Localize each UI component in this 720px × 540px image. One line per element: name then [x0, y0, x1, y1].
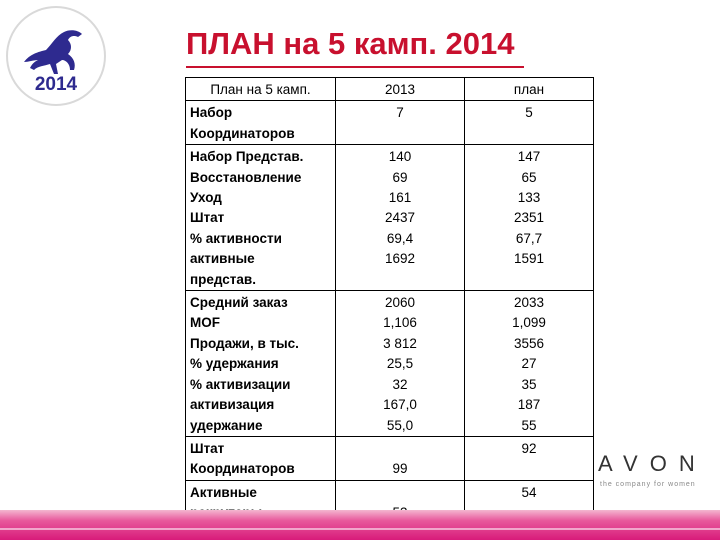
value-2013: 55,0: [386, 417, 414, 433]
logo-year: 2014: [34, 74, 78, 95]
row-label: Набор: [190, 105, 233, 121]
value-plan: 67,7: [515, 230, 543, 246]
value-2013: 25,5: [386, 356, 414, 372]
value-2013: 32: [392, 376, 408, 392]
value-2013-cell: [336, 145, 465, 291]
value-2013: 161: [388, 190, 412, 206]
table-row: [186, 436, 594, 480]
value-plan: 3556: [513, 335, 545, 351]
value-2013: 7: [396, 105, 404, 121]
value-plan: 5: [525, 105, 533, 121]
value-plan: 1,099: [512, 315, 546, 331]
row-label: % удержания: [190, 356, 279, 372]
value-plan: 2351: [513, 210, 545, 226]
header-2013-cell: 2013: [336, 78, 465, 101]
page-title: ПЛАН на 5 камп. 2014: [186, 26, 515, 61]
value-plan: 2033: [513, 295, 545, 311]
value-plan-cell: [465, 145, 594, 291]
row-label: Восстановление: [190, 169, 302, 185]
bottom-decor-bar: [0, 510, 720, 540]
avon-tagline: the company for women: [600, 481, 696, 488]
value-2013: [340, 439, 460, 459]
value-2013: 2060: [384, 295, 416, 311]
value-2013: 1,106: [383, 315, 417, 331]
row-label: Штат: [190, 210, 225, 226]
value-2013: 167,0: [383, 397, 417, 413]
plan-table: [185, 77, 594, 525]
row-label: Уход: [190, 190, 222, 206]
row-label: Средний заказ: [190, 295, 288, 311]
value-2013: 69,4: [386, 230, 414, 246]
table-row: [186, 145, 594, 291]
row-label: Координаторов: [190, 461, 295, 477]
value-plan: 147: [517, 149, 541, 165]
value-2013: 140: [388, 149, 412, 165]
value-plan-cell: [465, 291, 594, 437]
value-2013: [340, 483, 460, 503]
row-label: удержание: [190, 417, 263, 433]
value-2013: 2437: [384, 210, 416, 226]
value-plan: 92: [521, 440, 537, 456]
value-2013-cell: [336, 436, 465, 480]
header-plan-cell: план: [465, 78, 594, 101]
value-plan: 1591: [513, 251, 545, 267]
title-underline: [186, 66, 524, 68]
row-label: % активизации: [190, 376, 291, 392]
label-cell: [186, 101, 336, 145]
bottom-decor-line: [0, 528, 720, 530]
avon-logo: AVON: [598, 451, 707, 476]
value-2013-cell: [336, 291, 465, 437]
row-label: Активные: [190, 484, 257, 500]
value-plan: 133: [517, 190, 541, 206]
value-plan: 65: [521, 169, 537, 185]
row-label: Штат: [190, 440, 225, 456]
value-2013: 99: [392, 461, 408, 477]
row-label: активные: [190, 251, 255, 267]
value-plan: 187: [517, 397, 541, 413]
row-label: представ.: [190, 271, 256, 287]
value-2013: 3 812: [383, 335, 417, 351]
row-label: МОF: [190, 315, 220, 331]
value-2013-cell: [336, 101, 465, 145]
header-label-cell: План на 5 камп.: [186, 78, 336, 101]
horse-2014-logo: [4, 4, 108, 108]
label-cell: [186, 291, 336, 437]
table-row: [186, 101, 594, 145]
value-2013: 1692: [384, 251, 416, 267]
value-plan: 35: [521, 376, 537, 392]
value-plan-cell: [465, 101, 594, 145]
value-plan: 55: [521, 417, 537, 433]
row-label: % активности: [190, 230, 282, 246]
row-label: Набор Представ.: [190, 149, 304, 165]
value-plan: 54: [521, 484, 537, 500]
row-label: Продажи, в тыс.: [190, 335, 299, 351]
label-cell: [186, 145, 336, 291]
value-plan-cell: [465, 436, 594, 480]
row-label: Координаторов: [190, 125, 295, 141]
value-plan: 27: [521, 356, 537, 372]
value-plan: [469, 459, 589, 479]
table-row: [186, 78, 594, 101]
table-row: [186, 291, 594, 437]
label-cell: [186, 436, 336, 480]
value-2013: 69: [392, 169, 408, 185]
row-label: активизация: [190, 397, 275, 413]
